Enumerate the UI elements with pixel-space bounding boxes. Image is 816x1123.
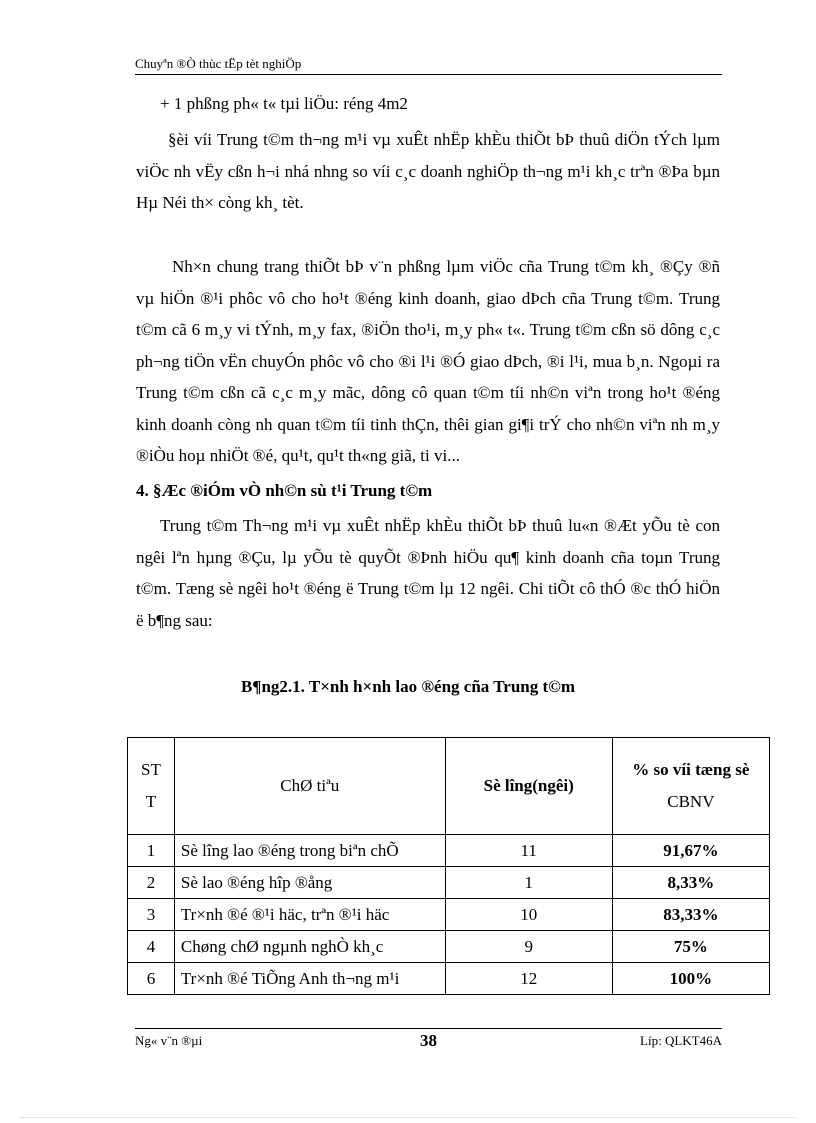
header-title: Chuyªn ®Ò thùc tËp tèt nghiÖp xyxy=(135,56,302,71)
body-line-1: + 1 phßng ph« t« tµi liÖu: réng 4m2 xyxy=(160,94,408,113)
page-footer xyxy=(135,1028,722,1050)
page-number: 38 xyxy=(420,1031,437,1050)
table-row xyxy=(128,963,770,995)
header-name: ChØ tiªu xyxy=(174,738,445,835)
cell-qty: 10 xyxy=(445,899,612,931)
page-edge-divider xyxy=(20,1117,796,1118)
cell-qty: 1 xyxy=(445,867,612,899)
header-qty: Sè lîng(ngêi) xyxy=(445,738,612,835)
cell-name: Chøng chØ ngµnh nghÒ kh¸c xyxy=(174,931,445,963)
header-pct: % so víi tæng sè CBNV xyxy=(612,738,769,835)
paragraph-1: §èi víi Trung t©m th¬ng m¹i vµ xuÊt nhËp khÈu thiÕt bÞ thuû diÖn tÝch lµm viÖc nh vËy cßn h¬i nhá nhng so víi c¸c doanh nghiÖp th¬ng m¹i kh¸c trªn ®Þa bµn Hµ Néi th× còng kh¸ tèt. xyxy=(136,130,720,212)
table-row xyxy=(128,899,770,931)
cell-pct: 75% xyxy=(612,931,769,963)
footer-class: Líp: QLKT46A xyxy=(640,1033,722,1048)
cell-stt: 3 xyxy=(128,899,175,931)
cell-name: Tr×nh ®é ®¹i häc, trªn ®¹i häc xyxy=(174,899,445,931)
cell-name: Tr×nh ®é TiÕng Anh th¬ng m¹i xyxy=(174,963,445,995)
table-row xyxy=(128,835,770,867)
cell-stt: 1 xyxy=(128,835,175,867)
cell-name: Sè lao ®éng hîp ®ång xyxy=(174,867,445,899)
paragraph-3: Trung t©m Th¬ng m¹i vµ xuÊt nhËp khÈu thiÕt bÞ thuû lu«n ®Æt yÕu tè con ngêi lªn hµng ®Çu, lµ yÕu tè quyÕt ®Þnh hiÖu qu¶ kinh doanh cña toµn Trung t©m. Tæng sè ngêi ho¹t ®éng ë Trung t©m lµ 12 ngêi. Chi tiÕt cô thÓ ®c thÓ hiÖn ë b¶ng sau: xyxy=(136,516,720,630)
footer-author: Ng« v¨n ®µi xyxy=(135,1033,203,1048)
labor-table xyxy=(127,737,770,995)
section-heading: 4. §Æc ®iÓm vÒ nh©n sù t¹i Trung t©m xyxy=(136,481,433,500)
cell-pct: 83,33% xyxy=(612,899,769,931)
page-header xyxy=(135,56,722,75)
cell-qty: 12 xyxy=(445,963,612,995)
cell-pct: 91,67% xyxy=(612,835,769,867)
table-row xyxy=(128,931,770,963)
cell-stt: 2 xyxy=(128,867,175,899)
table-header-row xyxy=(128,738,770,835)
cell-name: Sè lîng lao ®éng trong biªn chÕ xyxy=(174,835,445,867)
cell-stt: 6 xyxy=(128,963,175,995)
cell-pct: 8,33% xyxy=(612,867,769,899)
table-caption: B¶ng2.1. T×nh h×nh lao ®éng cña Trung t©m xyxy=(240,677,576,696)
paragraph-2: Nh×n chung trang thiÕt bÞ v¨n phßng lµm viÖc cña Trung t©m kh¸ ®Çy ®ñ vµ hiÖn ®¹i phôc vô cho ho¹t ®éng kinh doanh, giao dÞch cña Trung t©m. Trung t©m cã 6 m¸y vi tÝnh, m¸y fax, ®iÖn tho¹i, m¸y ph« t«. Trung t©m cßn sö dông c¸c ph¬ng tiÖn vËn chuyÓn phôc vô cho ®i l¹i ®Ó giao dÞch, ®i l¹i, mua b¸n. Ngoµi ra Trung t©m cßn cã c¸c m¸y mãc, dông cô quan t©m tíi nh©n viªn trong ho¹t ®éng kinh doanh còng nh quan t©m tíi tinh thÇn, thêi gian gi¶i trÝ cho nh©n viªn nh m¸y ®iÒu hoµ nhiÖt ®é, qu¹t, qu¹t th«ng giã, ti vi... xyxy=(136,257,720,465)
cell-stt: 4 xyxy=(128,931,175,963)
header-stt: STT xyxy=(128,738,175,835)
table-row xyxy=(128,867,770,899)
cell-pct: 100% xyxy=(612,963,769,995)
cell-qty: 9 xyxy=(445,931,612,963)
cell-qty: 11 xyxy=(445,835,612,867)
